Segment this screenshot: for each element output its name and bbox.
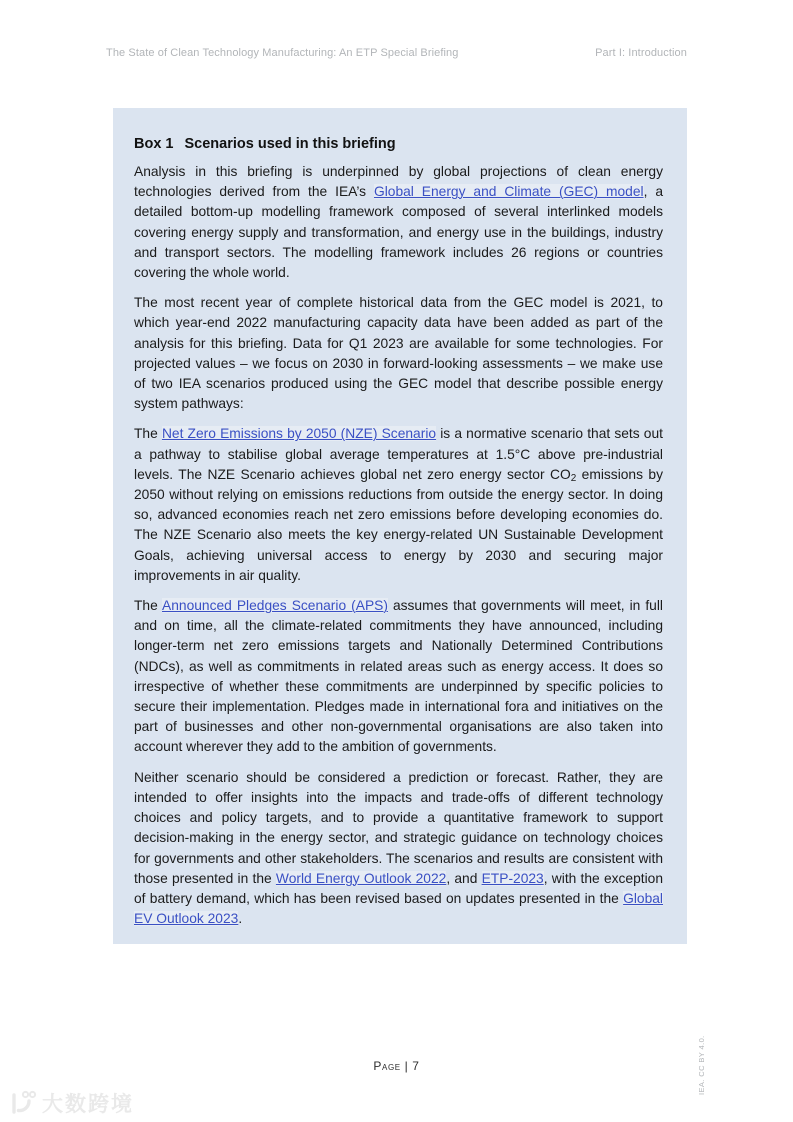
text-run: . xyxy=(238,911,243,927)
box-paragraph xyxy=(134,293,663,414)
box-paragraph xyxy=(134,768,663,930)
box-number-label: Box 1 xyxy=(134,136,174,152)
text-run: emissions by 2050 without relying on emissions reductions from outside the energy sector. In doing so, advanced economies reach net zero emissions before developing economies do. The NZE Scenario also meets the key energy-related UN Sustainable Development Goals, achieving universal access to energy by 2030 and securing major improvements in air quality. xyxy=(134,466,663,583)
box-body xyxy=(134,162,663,929)
license-note: IEA. CC BY 4.0. xyxy=(697,1035,706,1095)
text-run: assumes that governments will meet, in full and on time, all the climate-related commitments they have announced, including longer-term net zero emissions targets and Nationally Determined Contributions (NDCs), as well as commitments in related areas such as energy access. It does so irrespective of whether these commitments are underpinned by specific policies to secure their implementation. Pledges made in international fora and initiatives on the part of businesses and other non-governmental organisations are also taken into account wherever they add to the ambition of governments. xyxy=(134,598,663,755)
text-run: , with the exception of battery demand, which has been revised based on updates presented in the xyxy=(134,870,663,906)
text-run: , and xyxy=(446,870,482,886)
subscript-text: 2 xyxy=(570,473,577,485)
text-run: The xyxy=(134,426,162,442)
link-weo-2022[interactable]: World Energy Outlook 2022 xyxy=(275,870,447,886)
link-etp-2023[interactable]: ETP-2023 xyxy=(481,870,544,886)
text-run: The xyxy=(134,598,163,614)
box-paragraph xyxy=(134,162,663,283)
link-aps-scenario[interactable]: Announced Pledges Scenario (APS) xyxy=(162,598,388,614)
text-run: , a detailed bottom-up modelling framework composed of several interlinked models covering energy supply and transformation, and energy use in the buildings, industry and transport sectors. The modelling framework includes 26 regions or countries covering the whole world. xyxy=(134,184,664,281)
watermark xyxy=(8,1088,134,1118)
box-paragraph xyxy=(134,596,663,758)
text-run: is a normative scenario that sets out a pathway to stabilise global average temperatures at 1.5°C above pre-industrial levels. The NZE Scenario achieves global net zero energy sector CO xyxy=(134,426,663,482)
text-run: Analysis in this briefing is underpinned by global projections of clean energy technologies derived from the IEA’s xyxy=(134,164,663,200)
header-section-title: Part I: Introduction xyxy=(595,47,687,59)
page-header xyxy=(106,47,687,59)
text-run: The most recent year of complete historical data from the GEC model is 2021, to which year-end 2022 manufacturing capacity data have been added as part of the analysis for this briefing. Data for Q1 2023 are available for some technologies. For projected values – we focus on 2030 in forward-looking assessments – we make use of two IEA scenarios produced using the GEC model that describe possible energy system pathways: xyxy=(134,295,663,412)
link-nze-scenario[interactable]: Net Zero Emissions by 2050 (NZE) Scenario xyxy=(161,426,437,442)
watermark-logo-icon xyxy=(8,1088,38,1118)
box-paragraph xyxy=(134,424,663,586)
link-gec-model[interactable]: Global Energy and Climate (GEC) model xyxy=(373,184,644,200)
link-gev-outlook-2023[interactable]: Global EV Outlook 2023 xyxy=(134,890,663,927)
watermark-text: 大数跨境 xyxy=(42,1092,134,1116)
text-run: Neither scenario should be considered a prediction or forecast. Rather, they are intended to offer insights into the impacts and trade-offs of different technology choices and policy targets, and to provide a quantitative framework to support decision-making in the energy sector, and strategic guidance on technology choices for governments and other stakeholders. The scenarios and results are consistent with those presented in the xyxy=(134,769,663,886)
box-title-text: Scenarios used in this briefing xyxy=(184,136,396,152)
page-footer xyxy=(0,1059,793,1073)
scenario-box xyxy=(113,108,687,944)
header-document-title: The State of Clean Technology Manufacturing: An ETP Special Briefing xyxy=(106,47,459,59)
box-title xyxy=(134,134,663,154)
page-number: Page | 7 xyxy=(373,1059,420,1073)
